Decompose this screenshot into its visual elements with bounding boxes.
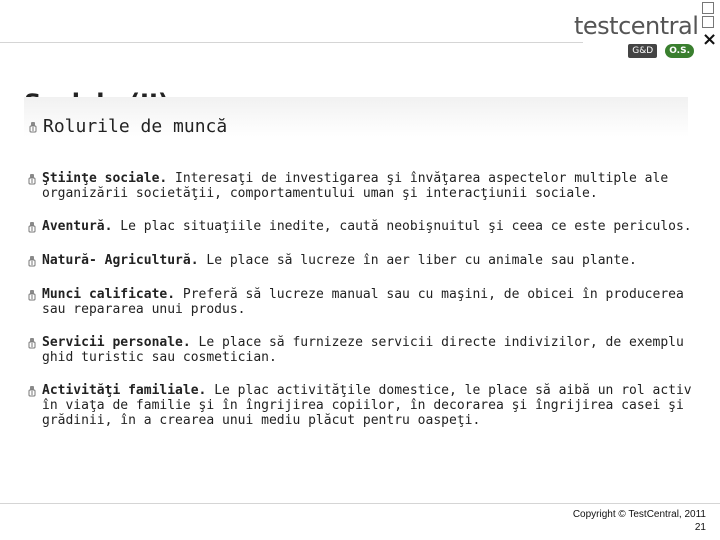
window-square-1[interactable]	[702, 2, 714, 14]
list-item-text	[42, 383, 702, 428]
top-divider	[0, 42, 583, 43]
brand-name-text: testcentral	[574, 12, 699, 40]
list-item-title: Servicii personale.	[42, 335, 191, 350]
page-number: 21	[694, 522, 706, 533]
list-item	[27, 253, 707, 269]
bullet-list	[27, 171, 707, 428]
list-item-text	[42, 335, 702, 365]
bullet-icon	[27, 173, 37, 187]
list-item	[27, 171, 707, 201]
list-item-title: Activităţi familiale.	[42, 383, 207, 398]
list-item-description: Interesaţi de investigarea şi învăţarea aspectelor multiple ale organizării societăţii, comportamentului uman şi interacţiunii sociale.	[42, 171, 669, 201]
list-item	[27, 287, 707, 317]
bullet-icon	[27, 255, 37, 269]
copyright-text: Copyright © TestCentral, 2011	[572, 509, 706, 520]
list-item-text	[42, 171, 702, 201]
list-item-title: Ştiinţe sociale.	[42, 171, 168, 186]
list-item-text	[42, 287, 702, 317]
list-item-title: Aventură.	[42, 219, 113, 234]
bullet-icon	[27, 337, 37, 351]
list-item-description: Le place să furnizeze servicii directe indivizilor, de exemplu ghid turistic sau cosmetician.	[42, 335, 684, 365]
list-item-text	[42, 219, 702, 234]
bullet-icon	[27, 221, 37, 235]
window-square-2[interactable]	[702, 16, 714, 28]
list-item-description: Le plac activităţile domestice, le place să aibă un rol activ în viaţa de familie şi în îngrijirea copiilor, în decorarea şi îngrijirea casei şi grădinii, în a crearea unui mediu plăcut pentru oaspeţi.	[42, 383, 692, 428]
subtitle-row	[28, 116, 227, 137]
close-icon[interactable]: ×	[702, 29, 718, 50]
window-controls	[702, 2, 718, 50]
list-item-title: Munci calificate.	[42, 287, 176, 302]
brand-name	[574, 12, 699, 40]
bullet-icon	[28, 120, 38, 134]
list-item	[27, 383, 707, 428]
list-item-title: Natură- Agricultură.	[42, 253, 199, 268]
gd-logo: G&D	[628, 44, 657, 58]
bottom-divider	[0, 503, 720, 504]
bullet-icon	[27, 385, 37, 399]
os-logo: O.S.	[665, 44, 694, 58]
list-item	[27, 335, 707, 365]
bullet-icon	[27, 289, 37, 303]
brand-logos	[574, 44, 694, 58]
footer	[536, 508, 706, 534]
section-subtitle: Rolurile de muncă	[43, 116, 228, 137]
list-item-description: Preferă să lucreze manual sau cu maşini, de obicei în producerea sau repararea unui produs.	[42, 287, 684, 317]
list-item	[27, 219, 707, 235]
list-item-description: Le plac situaţiile inedite, caută neobişnuitul şi ceea ce este periculos.	[112, 219, 692, 234]
brand-block	[574, 12, 699, 70]
list-item-description: Le place să lucreze în aer liber cu animale sau plante.	[198, 253, 637, 268]
list-item-text	[42, 253, 702, 268]
